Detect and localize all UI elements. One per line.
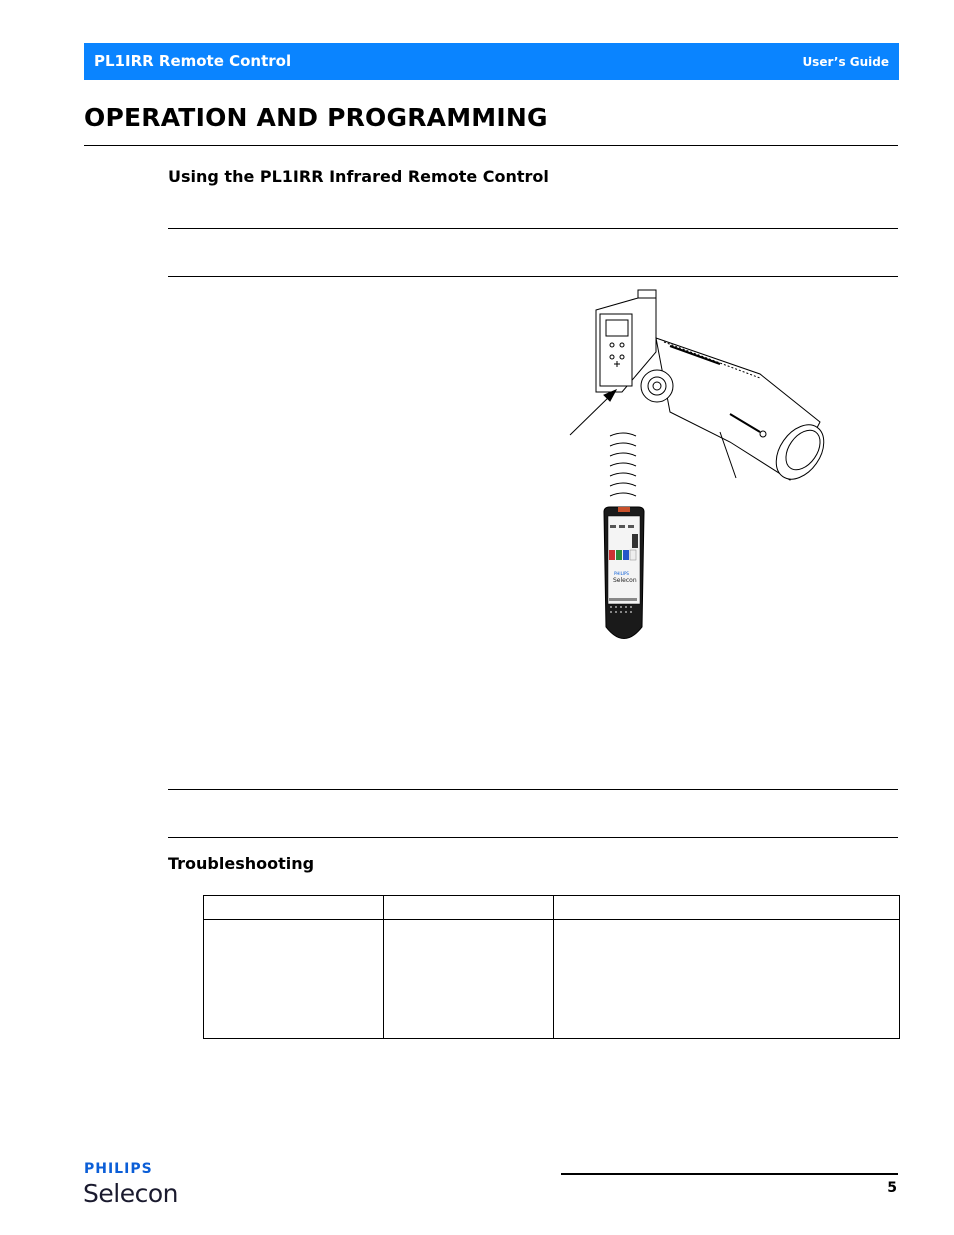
troubleshooting-table xyxy=(203,895,900,1039)
footer-logo-selecon: Selecon xyxy=(83,1179,178,1208)
table-cell xyxy=(554,920,900,1039)
title-rule xyxy=(84,145,898,146)
table-row xyxy=(204,920,900,1039)
table-header-row xyxy=(204,896,900,920)
luminaire-remote-figure xyxy=(560,282,840,644)
profile-luminaire-illustration-icon xyxy=(560,282,840,644)
warning-rule-bottom xyxy=(168,837,898,838)
table-header-cell xyxy=(554,896,900,920)
table-header-cell xyxy=(384,896,554,920)
remote-brand-top: PHILIPS xyxy=(614,571,629,576)
infrared-remote-illustration-icon xyxy=(604,507,644,639)
note-rule-top xyxy=(168,228,898,229)
header-guide-label: User’s Guide xyxy=(802,55,889,69)
infrared-signal-waves-icon xyxy=(610,433,636,496)
warning-rule-top xyxy=(168,789,898,790)
table-header-cell xyxy=(204,896,384,920)
header-title: PL1IRR Remote Control xyxy=(94,52,292,70)
footer-logo-philips: PHILIPS xyxy=(84,1161,153,1177)
page-title: OPERATION AND PROGRAMMING xyxy=(84,103,548,132)
footer-rule xyxy=(561,1173,898,1175)
section-heading-using-remote: Using the PL1IRR Infrared Remote Control xyxy=(168,167,549,186)
page-number: 5 xyxy=(887,1180,897,1196)
section-heading-troubleshooting: Troubleshooting xyxy=(168,854,315,873)
header-bar xyxy=(84,43,899,80)
note-rule-bottom xyxy=(168,276,898,277)
table-cell xyxy=(204,920,384,1039)
table-cell xyxy=(384,920,554,1039)
remote-brand: Selecon xyxy=(613,577,637,584)
